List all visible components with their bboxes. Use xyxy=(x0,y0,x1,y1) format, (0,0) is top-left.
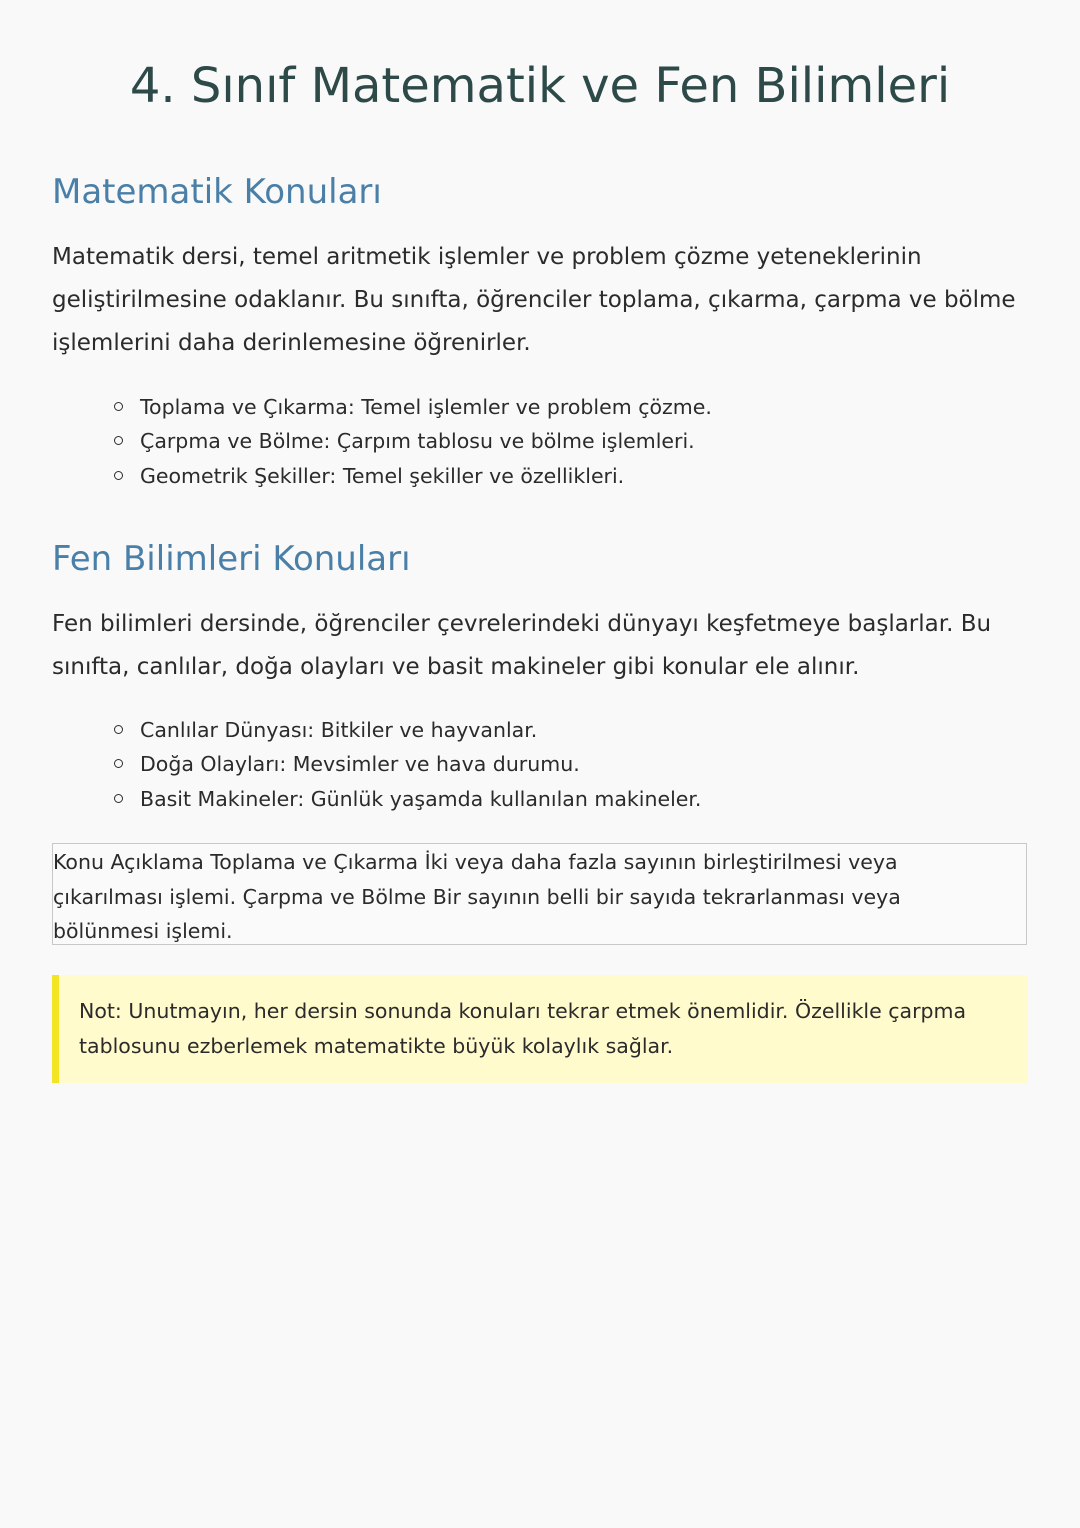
math-section-heading: Matematik Konuları xyxy=(52,172,382,212)
science-intro-paragraph: Fen bilimleri dersinde, öğrenciler çevrelerindeki dünyayı keşfetmeye başlarlar. Bu sınıfta, canlılar, doğa olayları ve basit makineler gibi konular ele alınır. xyxy=(52,611,992,680)
math-topic-list xyxy=(112,390,712,493)
list-item xyxy=(112,713,701,747)
list-item xyxy=(112,424,712,458)
science-section-heading: Fen Bilimleri Konuları xyxy=(52,539,411,579)
science-topic-list xyxy=(112,713,701,816)
bullet-circle-icon xyxy=(114,759,123,768)
list-item-text: Geometrik Şekiller: Temel şekiller ve özellikleri. xyxy=(140,463,625,488)
bullet-circle-icon xyxy=(114,436,123,445)
list-item-text: Canlılar Dünyası: Bitkiler ve hayvanlar. xyxy=(140,718,538,742)
definition-text: Konu Açıklama Toplama ve Çıkarma İki veya daha fazla sayının birleştirilmesi veya çıkarılması işlemi. Çarpma ve Bölme Bir sayının belli bir sayıda tekrarlanması veya bölünmesi işlemi. xyxy=(53,850,901,943)
note-text: Not: Unutmayın, her dersin sonunda konuları tekrar etmek önemlidir. Özellikle çarpma tablosunu ezberlemek matematikte büyük kolaylık sağlar. xyxy=(79,999,967,1058)
list-item xyxy=(112,782,701,816)
bullet-circle-icon xyxy=(114,471,123,480)
bullet-circle-icon xyxy=(114,725,123,734)
list-item-text: Çarpma ve Bölme: Çarpım tablosu ve bölme işlemleri. xyxy=(140,429,695,454)
bullet-circle-icon xyxy=(114,794,123,803)
definition-table xyxy=(52,843,1027,945)
list-item-text: Basit Makineler: Günlük yaşamda kullanılan makineler. xyxy=(140,786,702,811)
note-callout xyxy=(52,975,1028,1083)
page-title: 4. Sınıf Matematik ve Fen Bilimleri xyxy=(129,58,951,114)
list-item xyxy=(112,747,701,781)
math-intro-paragraph: Matematik dersi, temel aritmetik işlemler ve problem çözme yeteneklerinin geliştirilmesine odaklanır. Bu sınıfta, öğrenciler toplama, çıkarma, çarpma ve bölme işlemlerini daha derinlemesine öğrenirler. xyxy=(52,244,1016,356)
list-item-text: Toplama ve Çıkarma: Temel işlemler ve problem çözme. xyxy=(140,395,712,419)
bullet-circle-icon xyxy=(114,402,123,411)
list-item xyxy=(112,459,712,493)
list-item-text: Doğa Olayları: Mevsimler ve hava durumu. xyxy=(140,752,580,777)
list-item xyxy=(112,390,712,424)
